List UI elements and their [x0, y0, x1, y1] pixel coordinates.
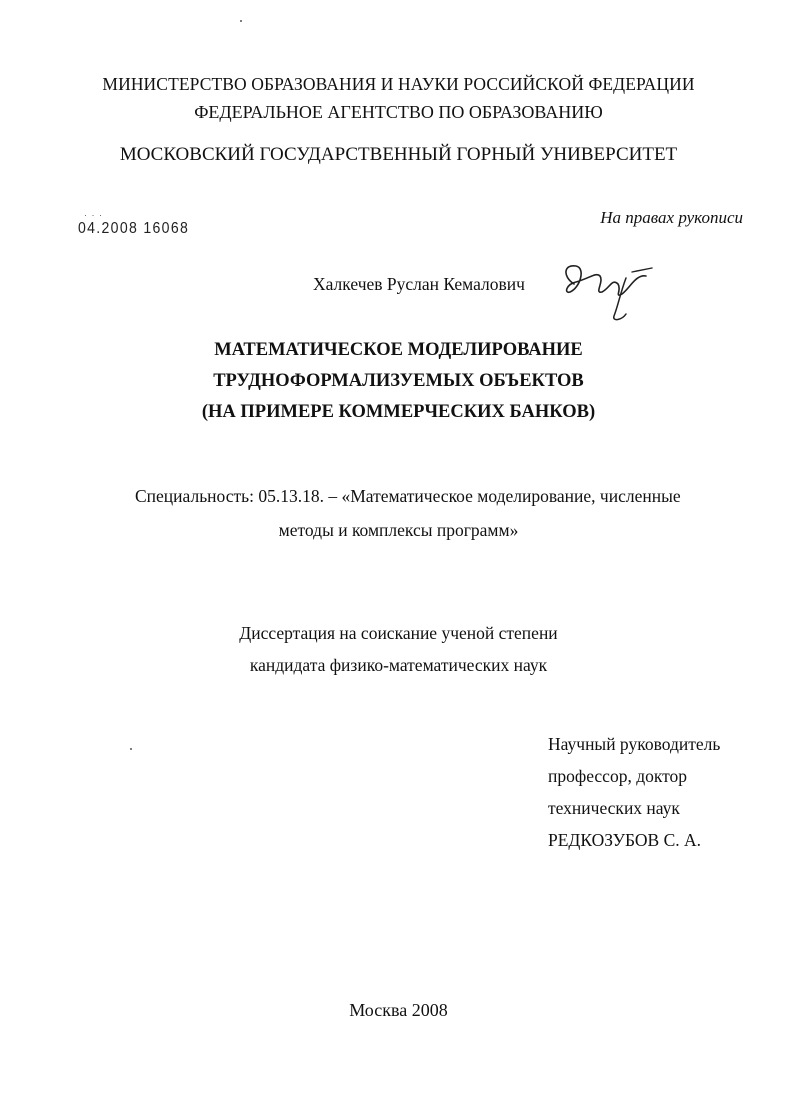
author-name: Халкечев Руслан Кемалович — [313, 274, 525, 294]
degree-line-1: Диссертация на соискание ученой степени — [239, 623, 558, 643]
rights-note: На правах рукописи — [600, 208, 743, 227]
catalog-stamp-marks: · · · — [84, 210, 103, 220]
specialty-line-2: методы и комплексы программ» — [278, 520, 519, 540]
dissertation-title-line-2: ТРУДНОФОРМАЛИЗУЕМЫХ ОБЪЕКТОВ — [213, 371, 584, 391]
university-heading: МОСКОВСКИЙ ГОСУДАРСТВЕННЫЙ ГОРНЫЙ УНИВЕРСИТЕТ — [119, 144, 678, 165]
city-year: Москва 2008 — [349, 1000, 448, 1020]
dissertation-title-line-1: МАТЕМАТИЧЕСКОЕ МОДЕЛИРОВАНИЕ — [214, 340, 583, 360]
supervisor-degree: технических наук — [548, 798, 680, 818]
ministry-heading: МИНИСТЕРСТВО ОБРАЗОВАНИЯ И НАУКИ РОССИЙСКОЙ ФЕДЕРАЦИИ — [102, 74, 695, 94]
scan-speck — [240, 20, 242, 22]
supervisor-position: профессор, доктор — [548, 766, 688, 786]
supervisor-name: РЕДКОЗУБОВ С. А. — [548, 830, 702, 850]
signature-icon — [556, 254, 656, 326]
supervisor-block — [548, 728, 720, 856]
specialty-line-1: Специальность: 05.13.18. – «Математическое моделирование, численные — [135, 486, 681, 506]
dissertation-title-line-3: (НА ПРИМЕРЕ КОММЕРЧЕСКИХ БАНКОВ) — [201, 402, 596, 422]
agency-heading: ФЕДЕРАЛЬНОЕ АГЕНТСТВО ПО ОБРАЗОВАНИЮ — [194, 102, 603, 122]
supervisor-role: Научный руководитель — [548, 734, 721, 754]
degree-line-2: кандидата физико-математических наук — [249, 655, 548, 675]
catalog-number-stamp: 04.2008 16068 — [78, 220, 190, 237]
scan-speck — [130, 748, 132, 750]
